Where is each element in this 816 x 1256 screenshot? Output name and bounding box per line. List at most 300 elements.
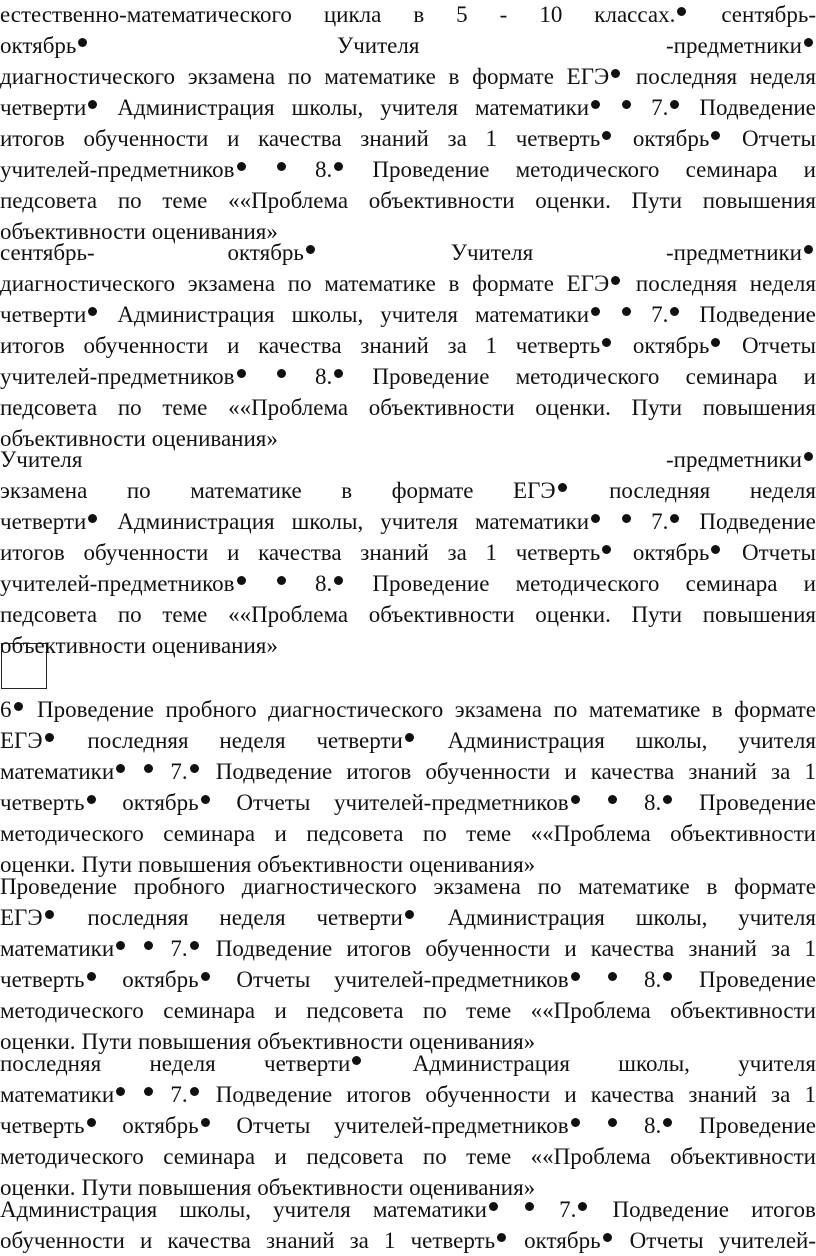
word: школы, xyxy=(179,1197,251,1222)
word: педсовета xyxy=(306,998,404,1023)
word: математики xyxy=(475,93,603,123)
bullet-icon xyxy=(804,452,813,461)
word: оценивания» xyxy=(151,633,278,658)
word: Учителя xyxy=(336,33,420,58)
word: методического xyxy=(515,364,660,389)
word: оценки. xyxy=(535,395,611,420)
word: оценки. xyxy=(0,1029,76,1054)
word: последняя xyxy=(87,905,189,930)
word: итогов xyxy=(0,540,65,565)
word: Проведение xyxy=(372,157,490,182)
word: Пути xyxy=(631,395,683,420)
bullet-icon xyxy=(611,276,620,285)
text-line xyxy=(0,788,816,818)
bullet-icon xyxy=(558,483,567,492)
word: четверть xyxy=(0,788,99,818)
word xyxy=(275,155,289,185)
word: формате xyxy=(391,478,474,503)
word xyxy=(142,757,156,787)
word: теме xyxy=(162,188,208,213)
bullet-icon xyxy=(88,100,97,109)
word: оценки. xyxy=(535,188,611,213)
word: и xyxy=(564,936,577,961)
text-line xyxy=(0,31,816,61)
word: по xyxy=(422,821,447,846)
bullet-icon xyxy=(608,795,617,804)
word: 1 xyxy=(485,126,498,151)
word: в xyxy=(341,478,353,503)
word: последняя xyxy=(635,64,738,89)
word: оценивания» xyxy=(151,219,278,244)
word: повышения xyxy=(138,852,252,877)
bullet-icon xyxy=(352,1056,361,1065)
bullet-icon xyxy=(201,972,210,981)
bullet-icon xyxy=(603,1233,612,1242)
word: семинара xyxy=(685,157,778,182)
bullet-icon xyxy=(405,733,414,742)
word: октябрь xyxy=(228,238,318,268)
word: сентябрь- xyxy=(0,240,95,265)
bullet-icon xyxy=(608,1118,617,1127)
word: Администрация xyxy=(0,1197,158,1222)
word: итогов xyxy=(346,936,412,961)
word: семинара xyxy=(685,364,778,389)
word: качества xyxy=(258,333,342,358)
word: теме xyxy=(162,602,208,627)
text-line xyxy=(0,965,816,995)
word: Пути xyxy=(81,852,133,877)
empty-table-cell xyxy=(1,643,47,689)
word: педсовета xyxy=(0,395,98,420)
word: школы, xyxy=(291,95,364,120)
text-line xyxy=(0,819,816,849)
word: знаний xyxy=(360,540,429,565)
text-line xyxy=(0,507,816,537)
word: знаний xyxy=(360,333,429,358)
word: оценки. xyxy=(535,602,611,627)
word: методического xyxy=(0,998,144,1023)
word: за xyxy=(771,759,791,784)
word: за xyxy=(447,540,467,565)
bullet-icon xyxy=(622,514,631,523)
word: 1 xyxy=(485,333,498,358)
word: четверти xyxy=(0,93,100,123)
bullet-icon xyxy=(578,1202,587,1211)
word: объективности xyxy=(670,998,816,1023)
word: оценивания» xyxy=(409,852,536,877)
word: 10 xyxy=(539,2,563,27)
word: сентябрь- xyxy=(721,2,816,27)
bullet-icon xyxy=(591,514,600,523)
bullet-icon xyxy=(677,7,686,16)
bullet-icon xyxy=(190,1087,199,1096)
word: учителей-предметников xyxy=(334,1111,583,1141)
bullet-icon xyxy=(670,514,679,523)
bullet-icon xyxy=(571,972,580,981)
word: и xyxy=(274,998,287,1023)
word: и xyxy=(274,821,287,846)
word: по xyxy=(126,478,151,503)
word: неделя xyxy=(219,728,286,753)
word: по xyxy=(422,1144,447,1169)
word: повышения xyxy=(702,602,816,627)
word: Отчеты xyxy=(236,967,311,992)
word: учителей-предметников xyxy=(0,569,249,599)
word: Администрация xyxy=(447,728,605,753)
bullet-icon xyxy=(116,941,125,950)
word: экзамена xyxy=(454,697,543,722)
bullet-icon xyxy=(622,307,631,316)
word xyxy=(523,1195,537,1225)
word: ««Проблема xyxy=(530,821,651,846)
word: математики xyxy=(0,1080,128,1110)
word: семинара xyxy=(163,1144,256,1169)
word: и xyxy=(139,1228,153,1253)
word: повышения xyxy=(138,1175,252,1200)
word: объективности xyxy=(0,219,146,244)
word xyxy=(275,362,289,392)
word: итогов xyxy=(346,759,412,784)
text-line xyxy=(0,1111,816,1141)
word: оценивания» xyxy=(409,1029,536,1054)
word: теме xyxy=(466,1144,512,1169)
word: повышения xyxy=(702,188,816,213)
word: в xyxy=(413,2,425,27)
word: учителей-предметников xyxy=(334,788,583,818)
word: Пути xyxy=(631,602,683,627)
word: математики xyxy=(0,934,128,964)
word: 1 xyxy=(485,540,498,565)
word: семинара xyxy=(163,821,256,846)
word: классах. xyxy=(594,0,689,30)
word: объективности xyxy=(257,1029,404,1054)
word: Подведение xyxy=(215,759,333,784)
word: в xyxy=(711,697,723,722)
word: повышения xyxy=(138,1029,252,1054)
word: итогов xyxy=(0,333,65,358)
word: Администрация xyxy=(117,95,275,120)
word: объективности xyxy=(670,1144,816,1169)
word xyxy=(606,788,620,818)
bullet-icon xyxy=(45,733,54,742)
word: ЕГЭ xyxy=(0,726,57,756)
word: школы, xyxy=(635,728,708,753)
word: объективности xyxy=(257,852,404,877)
word: математике xyxy=(324,271,436,296)
bullet-icon xyxy=(277,576,286,585)
bullet-icon xyxy=(663,972,672,981)
text-line xyxy=(0,393,816,423)
word: октябрь xyxy=(633,331,723,361)
text-line xyxy=(0,1226,816,1256)
word: 7. xyxy=(651,507,682,537)
word: обученности xyxy=(425,936,551,961)
word: учителя xyxy=(380,95,458,120)
word: 8. xyxy=(315,362,346,392)
bullet-icon xyxy=(78,38,87,47)
bullet-icon xyxy=(334,369,343,378)
word: качества xyxy=(590,1082,675,1107)
word: четверти xyxy=(0,300,100,330)
word: Отчеты xyxy=(236,1113,311,1138)
word: педсовета xyxy=(0,602,98,627)
text-line xyxy=(0,1049,816,1079)
word: объективности xyxy=(670,821,816,846)
word: Отчеты xyxy=(742,126,816,151)
text-line xyxy=(0,476,816,506)
bullet-icon xyxy=(201,795,210,804)
word: Подведение xyxy=(699,95,816,120)
word: по xyxy=(287,271,312,296)
text-line xyxy=(0,600,816,630)
text-line xyxy=(0,362,816,392)
word: Проведение xyxy=(699,1113,816,1138)
bullet-icon xyxy=(144,764,153,773)
word: 7. xyxy=(170,934,201,964)
text-line xyxy=(0,695,816,725)
word: экзамена xyxy=(187,271,276,296)
word: четверти xyxy=(264,1049,364,1079)
word: семинара xyxy=(685,571,778,596)
word: пробного xyxy=(165,697,257,722)
bullet-icon xyxy=(334,162,343,171)
word: по xyxy=(422,998,447,1023)
word: и xyxy=(227,126,240,151)
word: итогов xyxy=(751,1197,816,1222)
word: естественно-математического xyxy=(0,2,292,27)
bullet-icon xyxy=(405,910,414,919)
word: октябрь xyxy=(122,965,212,995)
bullet-icon xyxy=(277,162,286,171)
word: последняя xyxy=(87,728,189,753)
word: четверти xyxy=(316,726,416,756)
word: -предметники xyxy=(666,445,816,475)
word: объективности xyxy=(368,395,515,420)
word: 8. xyxy=(315,155,346,185)
word: объективности xyxy=(0,426,146,451)
word: четверть xyxy=(516,538,615,568)
word: математике xyxy=(578,874,690,899)
word: и xyxy=(803,364,816,389)
word: октябрь xyxy=(633,538,723,568)
word: ««Проблема xyxy=(228,602,349,627)
word: 8. xyxy=(315,569,346,599)
bullet-icon xyxy=(190,764,199,773)
word: Учителя xyxy=(450,240,534,265)
word: 8. xyxy=(644,1111,675,1141)
word: четверть xyxy=(0,1111,99,1141)
word: повышения xyxy=(702,395,816,420)
word: неделя xyxy=(749,478,816,503)
bullet-icon xyxy=(88,307,97,316)
word: учителей-предметников xyxy=(0,155,249,185)
bullet-icon xyxy=(87,1118,96,1127)
bullet-icon xyxy=(525,1202,534,1211)
word: ««Проблема xyxy=(228,395,349,420)
word: и xyxy=(274,1144,287,1169)
bullet-icon xyxy=(591,307,600,316)
word: объективности xyxy=(368,188,515,213)
word: знаний xyxy=(360,126,429,151)
word: 8. xyxy=(644,788,675,818)
word: объективности xyxy=(368,602,515,627)
text-line xyxy=(0,1142,816,1172)
word: учителей-предметников xyxy=(0,362,249,392)
text-line xyxy=(0,62,816,92)
word: в xyxy=(448,64,460,89)
word: обученности xyxy=(83,333,209,358)
bullet-icon xyxy=(602,338,611,347)
word: 6 xyxy=(0,695,26,725)
word: объективности xyxy=(257,1175,404,1200)
bullet-icon xyxy=(144,941,153,950)
bullet-icon xyxy=(190,941,199,950)
bullet-icon xyxy=(670,100,679,109)
bullet-icon xyxy=(608,972,617,981)
word: математики xyxy=(475,300,603,330)
bullet-icon xyxy=(602,131,611,140)
word: октябрь xyxy=(0,31,90,61)
bullet-icon xyxy=(237,162,246,171)
word: 7. xyxy=(651,300,682,330)
word: обученности xyxy=(83,126,209,151)
word: математике xyxy=(190,478,302,503)
word: ««Проблема xyxy=(530,998,651,1023)
word: методического xyxy=(0,1144,144,1169)
word: качества xyxy=(258,126,342,151)
bullet-icon xyxy=(237,369,246,378)
word: учителя xyxy=(738,905,816,930)
word: четверти xyxy=(316,903,416,933)
word: теме xyxy=(162,395,208,420)
word: ««Проблема xyxy=(228,188,349,213)
word: знаний xyxy=(265,1228,335,1253)
word: четверть xyxy=(516,124,615,154)
word: учителя xyxy=(380,509,458,534)
word: и xyxy=(227,333,240,358)
word: 7. xyxy=(651,93,682,123)
bullet-icon xyxy=(571,1118,580,1127)
text-line xyxy=(0,903,816,933)
word: октябрь xyxy=(122,1111,212,1141)
word: октябрь xyxy=(524,1226,614,1256)
word: и xyxy=(227,540,240,565)
word: формате xyxy=(734,874,816,899)
word: объективности xyxy=(0,633,146,658)
bullet-icon xyxy=(711,545,720,554)
word: математики xyxy=(373,1195,501,1225)
word: Пути xyxy=(81,1175,133,1200)
word: семинара xyxy=(163,998,256,1023)
word: 8. xyxy=(644,965,675,995)
word: 5 xyxy=(456,2,468,27)
word: четверть xyxy=(516,331,615,361)
bullet-icon xyxy=(45,910,54,919)
word: качества xyxy=(590,759,675,784)
bullet-icon xyxy=(663,795,672,804)
word: обученности xyxy=(425,759,551,784)
word: знаний xyxy=(688,936,757,961)
text-line xyxy=(0,331,816,361)
text-line xyxy=(0,1080,816,1110)
word: учителя xyxy=(273,1197,351,1222)
word: неделя xyxy=(749,64,816,89)
word: педсовета xyxy=(0,188,98,213)
bullet-icon xyxy=(602,545,611,554)
word: оценки. xyxy=(0,852,76,877)
word: неделя xyxy=(219,905,286,930)
word: Проведение xyxy=(37,697,154,722)
text-line xyxy=(0,538,816,568)
word: учителей-предметников xyxy=(334,965,583,995)
word: по xyxy=(553,697,578,722)
word: учителя xyxy=(738,1051,816,1076)
bullet-icon xyxy=(144,1087,153,1096)
word: по xyxy=(537,874,562,899)
bullet-icon xyxy=(804,245,813,254)
word: Проведение xyxy=(0,874,117,899)
word: формате xyxy=(472,271,554,296)
word: цикла xyxy=(323,2,382,27)
bullet-icon xyxy=(88,514,97,523)
bullet-icon xyxy=(571,795,580,804)
text-line xyxy=(0,93,816,123)
bullet-icon xyxy=(87,795,96,804)
word: за xyxy=(771,936,791,961)
word: теме xyxy=(466,821,512,846)
word: Администрация xyxy=(412,1051,570,1076)
text-line xyxy=(0,757,816,787)
word: Подведение xyxy=(215,1082,333,1107)
word: Пути xyxy=(81,1029,133,1054)
word xyxy=(606,965,620,995)
word: в xyxy=(706,874,718,899)
word: пробного xyxy=(133,874,225,899)
word: и xyxy=(803,157,816,182)
bullet-icon xyxy=(201,1118,210,1127)
word: формате xyxy=(472,64,554,89)
word: математике xyxy=(324,64,436,89)
word xyxy=(620,93,634,123)
word: школы, xyxy=(635,905,708,930)
word xyxy=(620,507,634,537)
word: четверти xyxy=(0,507,100,537)
word: Подведение xyxy=(215,936,333,961)
text-line xyxy=(0,186,816,216)
text-line xyxy=(0,238,816,268)
word: педсовета xyxy=(306,1144,404,1169)
word: ЕГЭ xyxy=(567,269,624,299)
bullet-icon xyxy=(622,100,631,109)
word: обученности xyxy=(0,1228,125,1253)
word: Проведение xyxy=(699,790,816,815)
word: школы, xyxy=(291,509,364,534)
bullet-icon xyxy=(711,338,720,347)
word: ЕГЭ xyxy=(513,476,570,506)
word: за xyxy=(447,126,467,151)
word: Проведение xyxy=(699,967,816,992)
word: Пути xyxy=(631,188,683,213)
word: по xyxy=(287,64,312,89)
word: итогов xyxy=(0,126,65,151)
word: 7. xyxy=(170,757,201,787)
bullet-icon xyxy=(116,1087,125,1096)
word: учителя xyxy=(738,728,816,753)
bullet-icon xyxy=(116,764,125,773)
word: диагностического xyxy=(0,64,176,89)
word: методического xyxy=(515,571,660,596)
word: экзамена xyxy=(187,64,276,89)
